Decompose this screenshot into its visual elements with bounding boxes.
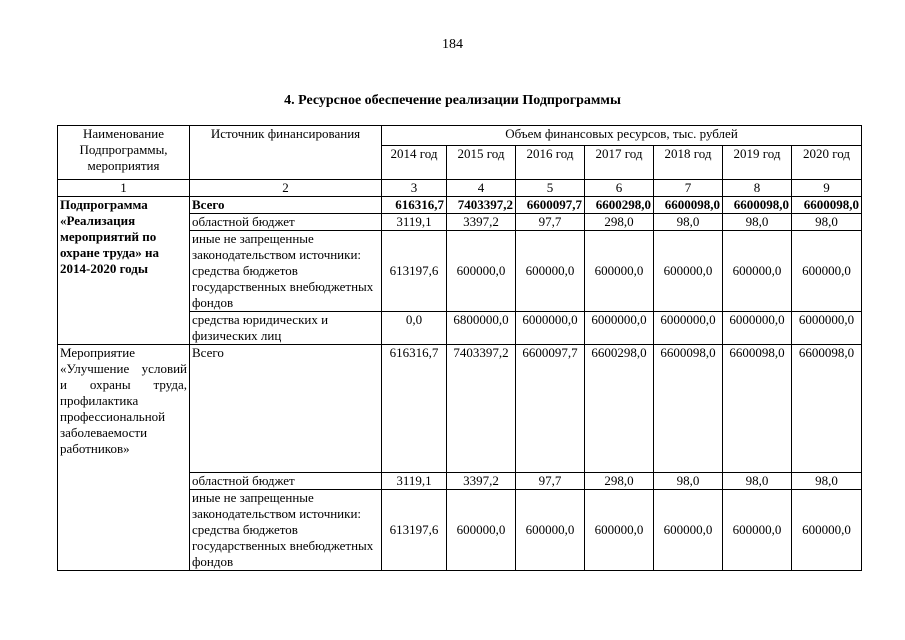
year-header: 2015 год <box>447 146 516 180</box>
year-header: 2017 год <box>585 146 654 180</box>
value-cell: 98,0 <box>654 473 723 490</box>
year-header: 2018 год <box>654 146 723 180</box>
header-row <box>58 126 862 146</box>
column-number: 6 <box>585 180 654 197</box>
source-label: областной бюджет <box>190 473 382 490</box>
source-label: средства юридических и физических лиц <box>190 312 382 345</box>
source-label: иные не запрещенные законодательством источники: средства бюджетов государственных внебюджетных фондов <box>190 231 382 312</box>
resource-table <box>57 125 862 571</box>
value-cell: 600000,0 <box>723 490 792 571</box>
value-cell: 98,0 <box>792 473 862 490</box>
value-cell: 0,0 <box>382 312 447 345</box>
value-cell: 600000,0 <box>516 490 585 571</box>
value-cell: 6000000,0 <box>654 312 723 345</box>
header-name: Наименование Подпрограммы, мероприятия <box>58 126 190 180</box>
value-cell: 600000,0 <box>792 231 862 312</box>
value-cell: 600000,0 <box>585 490 654 571</box>
value-cell: 600000,0 <box>447 231 516 312</box>
value-cell: 7403397,2 <box>447 345 516 473</box>
page-number: 184 <box>442 37 463 52</box>
value-cell: 98,0 <box>792 214 862 231</box>
header-volume: Объем финансовых ресурсов, тыс. рублей <box>382 126 862 146</box>
value-cell: 3119,1 <box>382 214 447 231</box>
value-cell: 3397,2 <box>447 214 516 231</box>
value-cell: 3119,1 <box>382 473 447 490</box>
program-total-row <box>58 197 862 214</box>
value-cell: 616316,7 <box>382 197 447 214</box>
value-cell: 3397,2 <box>447 473 516 490</box>
value-cell: 298,0 <box>585 214 654 231</box>
value-cell: 98,0 <box>723 214 792 231</box>
value-cell: 6600097,7 <box>516 197 585 214</box>
value-cell: 6600098,0 <box>792 197 862 214</box>
source-label: областной бюджет <box>190 214 382 231</box>
column-number: 1 <box>58 180 190 197</box>
column-number: 8 <box>723 180 792 197</box>
value-cell: 6000000,0 <box>585 312 654 345</box>
column-number: 7 <box>654 180 723 197</box>
value-cell: 6600298,0 <box>585 345 654 473</box>
value-cell: 6600098,0 <box>792 345 862 473</box>
value-cell: 600000,0 <box>654 490 723 571</box>
year-header: 2020 год <box>792 146 862 180</box>
value-cell: 6000000,0 <box>723 312 792 345</box>
value-cell: 600000,0 <box>585 231 654 312</box>
program-name: Подпрограмма «Реализация мероприятий по охране труда» на 2014-2020 годы <box>58 197 190 345</box>
value-cell: 6800000,0 <box>447 312 516 345</box>
column-number: 3 <box>382 180 447 197</box>
column-number: 9 <box>792 180 862 197</box>
value-cell: 616316,7 <box>382 345 447 473</box>
value-cell: 298,0 <box>585 473 654 490</box>
value-cell: 97,7 <box>516 473 585 490</box>
year-header: 2019 год <box>723 146 792 180</box>
value-cell: 97,7 <box>516 214 585 231</box>
value-cell: 6000000,0 <box>792 312 862 345</box>
value-cell: 6600098,0 <box>723 345 792 473</box>
value-cell: 6600098,0 <box>654 345 723 473</box>
section-title: 4. Ресурсное обеспечение реализации Подпрограммы <box>284 93 621 108</box>
value-cell: 600000,0 <box>654 231 723 312</box>
column-number: 2 <box>190 180 382 197</box>
value-cell: 7403397,2 <box>447 197 516 214</box>
value-cell: 6600298,0 <box>585 197 654 214</box>
value-cell: 6600098,0 <box>654 197 723 214</box>
year-header: 2016 год <box>516 146 585 180</box>
column-numbers-row <box>58 180 862 197</box>
year-header: 2014 год <box>382 146 447 180</box>
value-cell: 600000,0 <box>792 490 862 571</box>
column-number: 5 <box>516 180 585 197</box>
value-cell: 613197,6 <box>382 490 447 571</box>
value-cell: 6000000,0 <box>516 312 585 345</box>
value-cell: 600000,0 <box>447 490 516 571</box>
value-cell: 600000,0 <box>723 231 792 312</box>
source-label: Всего <box>190 197 382 214</box>
measure-total-row <box>58 345 862 473</box>
value-cell: 98,0 <box>723 473 792 490</box>
source-label: Всего <box>190 345 382 473</box>
value-cell: 600000,0 <box>516 231 585 312</box>
value-cell: 6600098,0 <box>723 197 792 214</box>
value-cell: 6600097,7 <box>516 345 585 473</box>
column-number: 4 <box>447 180 516 197</box>
value-cell: 613197,6 <box>382 231 447 312</box>
measure-name: Мероприятие «Улучшение условий и охраны труда, профилактика профессиональной заболеваемости работников» <box>58 345 190 571</box>
source-label: иные не запрещенные законодательством источники: средства бюджетов государственных внебюджетных фондов <box>190 490 382 571</box>
value-cell: 98,0 <box>654 214 723 231</box>
header-source: Источник финансирования <box>190 126 382 180</box>
